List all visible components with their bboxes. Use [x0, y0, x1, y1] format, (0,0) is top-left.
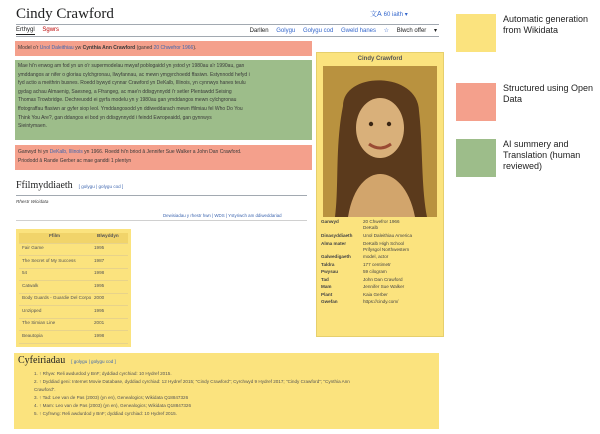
family-paragraph: Ganwyd hi yn DeKalb, Illinois yn 1966. Roedd hi'n briod â Jennifer Sue Walker a John Dan Crawford. Priododd â Rande Gerber ac mae ganddi 1 plentyn [18, 149, 242, 164]
film-row [19, 270, 128, 281]
film-row [19, 245, 128, 256]
list-divider [16, 220, 307, 221]
tab-article[interactable]: Erthygl [16, 27, 35, 33]
film-row [19, 258, 128, 269]
references-edit-link[interactable]: [ golygu | golygu cod ] [71, 359, 116, 364]
tab-edit[interactable]: Golygu [276, 28, 296, 34]
film-table [16, 229, 131, 347]
star-icon[interactable]: ☆ [383, 28, 390, 34]
infobox-key: Tad [321, 277, 329, 282]
infobox-key: Pwysau [321, 269, 339, 274]
infobox-value[interactable]: model, actor [363, 254, 389, 259]
film-title[interactable]: Unzipped [22, 307, 42, 313]
intro-sentence: Model o'r Unol Daleithiau yw Cynthia Ann Crawford (ganed 20 Chwefror 1966). [18, 45, 197, 51]
filmography-divider [16, 195, 307, 196]
tab-talk[interactable]: Sgwrs [42, 27, 60, 33]
reference-item: 5. ↑ Cyfrwng: Reli awdurdod y BnF; dyddiad cyrchiad: 10 Hydref 2015. [34, 411, 177, 416]
filmography-heading: Ffilmyddiaeth [ golygu | golygu cod ] [16, 180, 124, 191]
legend-swatch-green [456, 139, 496, 177]
infobox-value[interactable]: Kaia Gerber [363, 292, 388, 297]
reference-item: 2. ↑ Dyddiad geni: Internet Movie Database, dyddiad cyrchiad: 12 Hydref 2015; "Cindy Crawford"; Cyrchwyd 9 Hydref 2017; "Cindy Crawford"; "Cynthia Ann [34, 379, 350, 384]
references-heading: Cyfeiriadau [ golygu | golygu cod ] [18, 355, 116, 366]
legend-label-red: Structured using Open Data [503, 83, 594, 104]
translate-icon: 文A [370, 11, 382, 18]
film-title[interactable]: Beautopia [22, 332, 43, 338]
tab-read[interactable]: Darllen [249, 28, 269, 34]
film-year: 1998 [94, 270, 105, 275]
link-dekalb[interactable]: DeKalb, Illinois [49, 149, 83, 155]
film-year: 1995 [94, 282, 105, 288]
film-title[interactable]: The Simian Line [22, 320, 56, 325]
film-title[interactable]: Catwalk [22, 282, 39, 288]
film-title[interactable]: Body Guards - Guardie Del Corpo [22, 295, 92, 300]
film-row [19, 320, 128, 331]
legend-label-yellow: Automatic generation from Wikidata [503, 14, 589, 35]
infobox-key: Gwefan [321, 299, 338, 304]
infobox-key: Taldra [321, 262, 335, 267]
infobox-value[interactable]: John Dan Crawford [363, 277, 403, 282]
infobox-value[interactable]: 20 Chwefror 1966 [363, 219, 400, 224]
film-title[interactable]: Fair Game [22, 245, 44, 250]
film-row [19, 283, 128, 294]
legend-swatch-yellow [456, 14, 496, 52]
film-table-header: Ffilm Blwyddyn [19, 233, 128, 244]
portrait-photo[interactable] [323, 66, 437, 217]
film-year: 1995 [94, 307, 105, 313]
filmography-edit-link[interactable]: [ golygu | golygu cod ] [78, 184, 124, 189]
tab-history[interactable]: Gweld hanes [340, 28, 376, 34]
legend-swatch-red [456, 83, 496, 121]
tabs-divider [16, 36, 439, 37]
infobox-value[interactable]: Prifysgol Northwestern [363, 247, 410, 252]
film-row [19, 308, 128, 319]
summary-paragraph: Mae hi'n enwog am fod yn un o'r supermodelau mwyaf poblogaidd yn ystod yr 1980au a'r 1990au, gan ymddangos ar nifer o gloriau cylchgronau, llwyfannau, ac mewn ymgyrchoedd ffasiwn. Estynnodd hefyd i fyd actio a meithrin busnes. Roedd bywyd cynnar Crawford yn DeKalb, Illinois, yn cynnwys hanes teulu gydag achau Almaenig, Saesneg, a Ffrangeg, ac mae'n ddisgynnydd i'r setler Plentawdd Seising Thomas Trowbridge. Dechreuodd ei gyrfa modelu yn y 1980au gan ymddangos mewn cylchgronau ffotograffau ffasiwn ar gyfer siop leol. Ymddangosodd yn ddiweddarach mewn ffilmiau fel Who Do You Think You Are?, gan ddangos ei bod yn ddisgynnydd i feindd Ewropeaidd, gan gynnwys Sieintymaen. [18, 63, 250, 130]
film-title[interactable]: The Secret of My Success [22, 257, 76, 263]
tools-menu[interactable]: Blwch offer [396, 28, 427, 34]
film-year: 1987 [94, 257, 105, 263]
infobox-key: Galwedigaeth [321, 254, 351, 259]
infobox-value[interactable]: Jennifer Sue Walker [363, 284, 405, 289]
reference-item: 4. ↑ Mam: Leo van de Pas (2003) (yn en), Genealogics; Wikidata Q18847326 [34, 403, 192, 408]
references-list [14, 370, 439, 418]
link-usa[interactable]: Unol Daleithiau [39, 45, 74, 51]
infobox-value[interactable]: 59 cilogram [363, 269, 387, 274]
infobox-key: Alma mater [321, 241, 347, 246]
infobox-value[interactable]: Unol Daleithiau America [363, 233, 413, 238]
film-year: 1998 [94, 332, 105, 338]
summary-box [15, 60, 312, 140]
infobox-value[interactable]: https://cindy.com/ [363, 299, 399, 304]
film-year: 2000 [94, 295, 105, 300]
infobox-value[interactable]: 177 centimetr [363, 262, 391, 267]
infobox-key: Mam [321, 284, 332, 289]
language-selector[interactable]: 文A 60 iaith ▾ [370, 11, 408, 18]
family-box [15, 145, 312, 170]
film-year: 1995 [94, 245, 105, 250]
reference-item: Crawford". [34, 387, 56, 392]
infobox-value[interactable]: DeKalb High School [363, 241, 405, 246]
title-divider [16, 24, 439, 25]
intro-box [15, 41, 312, 56]
tab-edit-source[interactable]: Golygu cod [302, 28, 334, 34]
view-tabs [244, 27, 437, 34]
film-title[interactable]: 54 [22, 270, 28, 275]
reference-item: 1. ↑ Rhyw: Reli awdurdod y BnF; dyddiad cyrchiad: 10 Hydref 2015. [34, 371, 172, 376]
page-title: Cindy Crawford [16, 6, 114, 22]
film-year: 2001 [94, 320, 105, 325]
wikidata-list-note: Rhestr Wicidata [16, 199, 49, 204]
film-row [19, 295, 128, 306]
film-row [19, 333, 128, 344]
link-birthdate[interactable]: 20 Chwefror 1966 [153, 45, 194, 51]
infobox [316, 52, 444, 337]
infobox-value[interactable]: DeKalb [363, 225, 379, 230]
infobox-key: Plant [321, 292, 333, 297]
list-footer-links[interactable]: Dewisiadau y rhestr hwn | WDS | Ystyriwch am ddiweddariad [163, 213, 282, 218]
infobox-title: Cindy Crawford [357, 56, 403, 62]
chevron-down-icon[interactable]: ▾ [432, 28, 437, 34]
infobox-key: Ganwyd [321, 219, 339, 224]
legend-label-green: AI summery and Translation (human reviewed) [503, 139, 581, 171]
references-box [14, 353, 439, 429]
infobox-key: Dinasyddiaeth [321, 233, 353, 238]
reference-item: 3. ↑ Tad: Lee van de Pas (2003) (yn en), Genealogics; Wikidata Q18847326 [34, 395, 189, 400]
namespace-tabs [16, 27, 65, 33]
